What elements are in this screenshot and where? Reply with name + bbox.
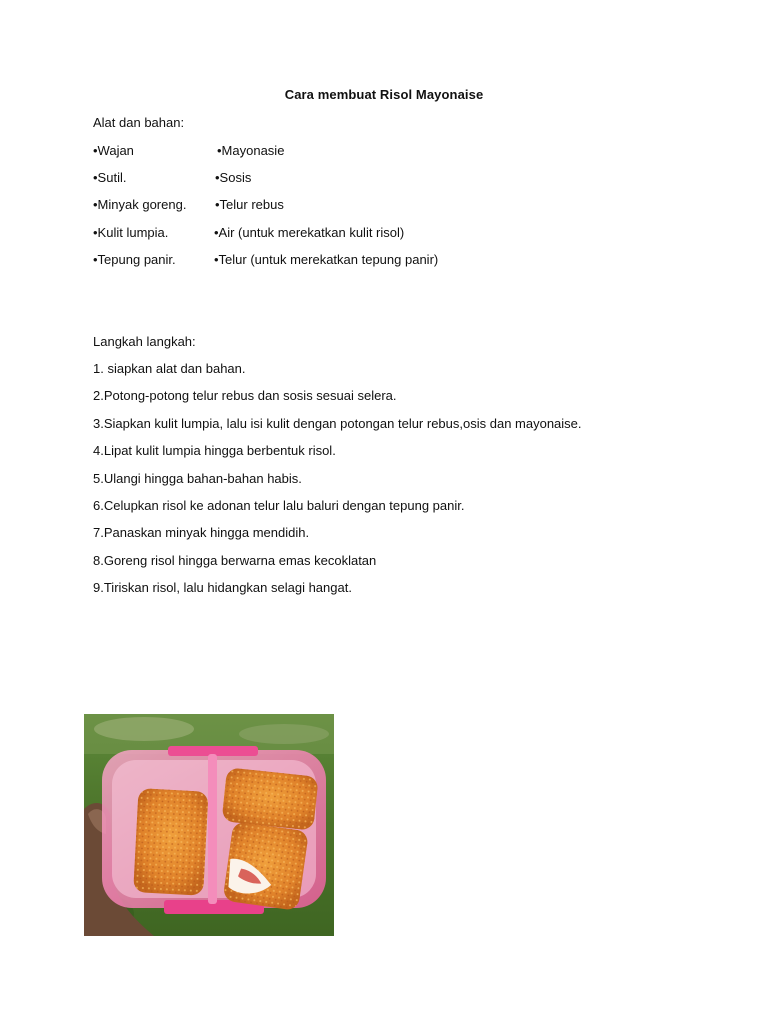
ingredient-item: •Air (untuk merekatkan kulit risol) [214,225,405,240]
step-item: 7.Panaskan minyak hingga mendidih. [93,525,310,540]
steps-heading: Langkah langkah: [93,334,196,349]
step-item: 4.Lipat kulit lumpia hingga berbentuk risol. [93,443,336,458]
tools-heading: Alat dan bahan: [93,115,185,130]
tool-item: •Minyak goreng. [93,197,187,212]
ingredient-item: •Sosis [215,170,252,185]
step-item: 2.Potong-potong telur rebus dan sosis sesuai selera. [93,388,397,403]
risol-photo [84,714,334,936]
step-item: 3.Siapkan kulit lumpia, lalu isi kulit dengan potongan telur rebus,osis dan mayonaise. [93,416,582,431]
ingredient-item: •Mayonasie [217,143,285,158]
step-item: 6.Celupkan risol ke adonan telur lalu baluri dengan tepung panir. [93,498,465,513]
tool-item: •Wajan [93,143,134,158]
ingredient-item: •Telur rebus [215,197,284,212]
tool-item: •Tepung panir. [93,252,176,267]
step-item: 1. siapkan alat dan bahan. [93,361,246,376]
document-title: Cara membuat Risol Mayonaise [284,87,484,102]
step-item: 5.Ulangi hingga bahan-bahan habis. [93,471,302,486]
tool-item: •Kulit lumpia. [93,225,169,240]
step-item: 8.Goreng risol hingga berwarna emas kecoklatan [93,553,377,568]
step-item: 9.Tiriskan risol, lalu hidangkan selagi hangat. [93,580,352,595]
ingredient-item: •Telur (untuk merekatkan tepung panir) [214,252,439,267]
tool-item: •Sutil. [93,170,127,185]
